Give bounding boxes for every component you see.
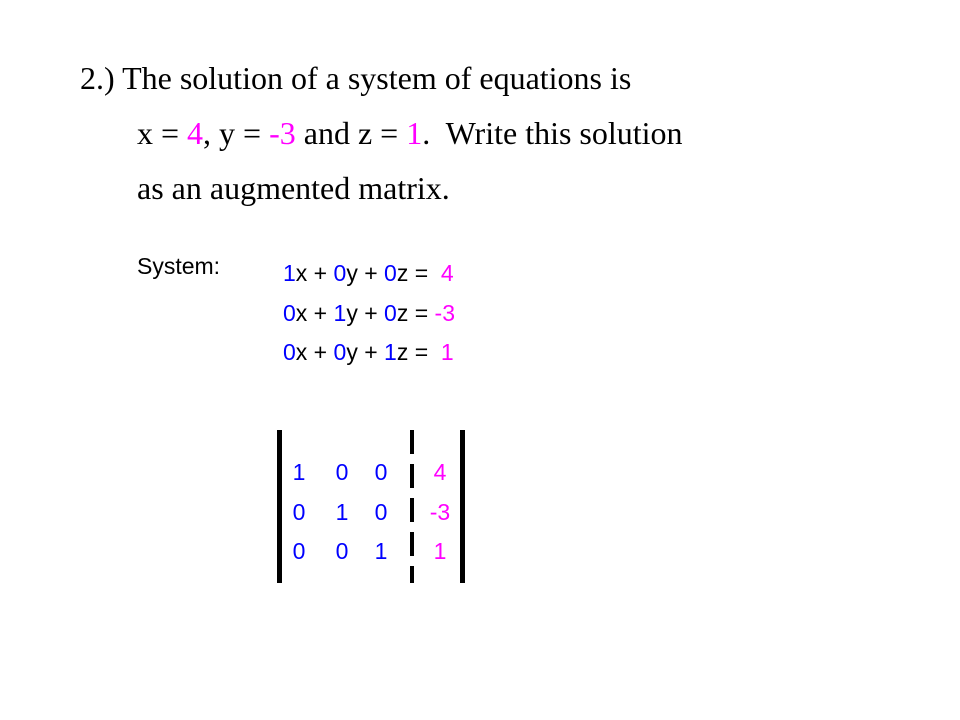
equation-2 xyxy=(283,302,455,325)
eq1-term-y: y + xyxy=(346,260,385,286)
problem-line-3 xyxy=(137,172,450,204)
eq3-coef-y: 0 xyxy=(333,339,347,365)
eq1-coef-z: 0 xyxy=(384,260,397,286)
matrix-cell: 1 xyxy=(292,459,306,485)
eq2-term-x: x + xyxy=(295,300,334,326)
equation-1 xyxy=(283,262,454,285)
z-prefix: and z = xyxy=(295,115,407,151)
matrix-right-bar xyxy=(460,430,465,583)
eq3-coef-z: 1 xyxy=(384,339,397,365)
problem-line-1-text: 2.) The solution of a system of equations is xyxy=(80,60,632,96)
eq1-term-x: x + xyxy=(295,260,334,286)
matrix-left-bar xyxy=(277,430,282,583)
eq1-term-z: z = xyxy=(396,260,435,286)
matrix-cell: 0 xyxy=(292,538,306,564)
eq2-coef-x: 0 xyxy=(283,300,296,326)
eq3-rhs: 1 xyxy=(434,339,454,365)
problem-line-3-text: as an augmented matrix. xyxy=(137,170,450,206)
matrix-cell: 0 xyxy=(374,499,388,525)
eq3-coef-x: 0 xyxy=(283,339,296,365)
eq3-term-x: x + xyxy=(295,339,334,365)
x-value: 4 xyxy=(187,115,204,151)
matrix-constant: -3 xyxy=(429,499,451,525)
eq2-term-z: z = xyxy=(396,300,435,326)
eq3-term-y: y + xyxy=(346,339,385,365)
x-prefix: x = xyxy=(137,115,188,151)
eq1-rhs: 4 xyxy=(434,260,454,286)
eq2-term-y: y + xyxy=(346,300,385,326)
eq2-coef-z: 0 xyxy=(384,300,397,326)
y-value: -3 xyxy=(269,115,296,151)
eq3-term-z: z = xyxy=(396,339,435,365)
matrix-cell: 1 xyxy=(335,499,349,525)
system-label: System: xyxy=(137,253,221,279)
problem-line-1 xyxy=(80,62,631,94)
matrix-constant: 4 xyxy=(433,459,447,485)
augmented-divider xyxy=(410,430,414,583)
problem-line-2 xyxy=(137,117,683,149)
eq2-rhs: -3 xyxy=(434,300,455,326)
matrix-cell: 0 xyxy=(335,538,349,564)
matrix-cell: 0 xyxy=(335,459,349,485)
y-prefix: , y = xyxy=(203,115,270,151)
augmented-matrix xyxy=(270,430,470,585)
equation-3 xyxy=(283,341,454,364)
matrix-cell: 1 xyxy=(374,538,388,564)
matrix-cell: 0 xyxy=(374,459,388,485)
matrix-cell: 0 xyxy=(292,499,306,525)
eq1-coef-y: 0 xyxy=(333,260,347,286)
matrix-constant: 1 xyxy=(433,538,447,564)
eq2-coef-y: 1 xyxy=(333,300,347,326)
eq1-coef-x: 1 xyxy=(283,260,296,286)
line-2-suffix: . Write this solution xyxy=(422,115,683,151)
z-value: 1 xyxy=(406,115,423,151)
